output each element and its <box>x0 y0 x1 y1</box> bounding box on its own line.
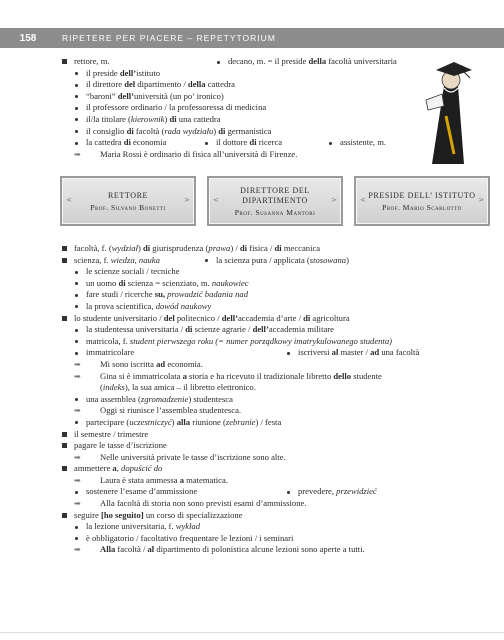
page-bottom-edge <box>0 632 504 633</box>
bullet-icon <box>75 352 78 355</box>
arrow-right-icon: ➡ <box>74 452 81 462</box>
list-item: lo studente universitario / del politecnico / dell’accademia d’arte / di agricoltura <box>62 313 492 325</box>
list-item: scienza, f. wiedza, nauka la scienza pura / applicata (stosowana) <box>62 255 492 267</box>
list-item: ammettere a, dopuścić do <box>62 463 492 475</box>
square-bullet-icon <box>62 258 67 263</box>
arrow-right-icon: ➡ <box>74 359 81 369</box>
content-bottom <box>62 243 492 556</box>
list-item: fare studi / ricerche su, prowadzić badania nad <box>62 289 492 301</box>
bullet-icon <box>217 61 220 64</box>
bullet-icon <box>75 107 78 110</box>
title-box-rettore: < RETTORE Prof. Silvano Bonetti > <box>60 176 196 226</box>
arrow-right-icon: ➡ <box>74 371 81 381</box>
list-item: è obbligatorio / facoltativo frequentare le lezioni / i seminari <box>62 533 492 545</box>
bullet-icon <box>205 259 208 262</box>
list-item: il direttore del dipartimento / della cattedra <box>62 79 492 91</box>
list-item: la cattedra di economia il dottore di ricerca assistente, m. <box>62 137 492 149</box>
bullet-icon <box>75 142 78 145</box>
list-item: il professore ordinario / la professoressa di medicina <box>62 102 492 114</box>
list-item: immatricolare iscriversi al master / ad una facoltà <box>62 347 492 359</box>
square-bullet-icon <box>62 246 67 251</box>
list-item: sostenere l’esame d’ammissione prevedere, przewidzieć <box>62 486 492 498</box>
bullet-icon <box>329 142 332 145</box>
arrow-right-icon: ➡ <box>74 406 81 416</box>
example-line: ➡ Laura è stata ammessa a matematica. <box>74 474 228 485</box>
list-item: un uomo di scienza = scienziato, m. naukowiec <box>62 278 492 290</box>
list-item: la lezione universitaria, f. wykład <box>62 521 492 533</box>
example-line: ➡ Maria Rossi è ordinario di fisica all’università di Firenze. <box>74 148 298 159</box>
list-item: pagare le tasse d’iscrizione <box>62 440 492 452</box>
square-bullet-icon <box>62 466 67 471</box>
bullet-icon <box>287 352 290 355</box>
arrow-right-icon: ➡ <box>74 475 81 485</box>
title-box-preside: < PRESIDE DELL’ ISTITUTO Prof. Mario Scarlotto > <box>354 176 490 226</box>
list-item: il semestre / trimestre <box>62 429 492 441</box>
bullet-icon <box>75 84 78 87</box>
list-item: facoltà, f. (wydział) di giurisprudenza (prawa) / di fisica / di meccanica <box>62 243 492 255</box>
example-line: ➡ Nelle università private le tasse d’iscrizione sono alte. <box>74 451 286 462</box>
example-line: ➡ Mi sono iscritta ad economia. <box>74 358 203 369</box>
list-item: le scienze sociali / tecniche <box>62 266 492 278</box>
list-item: matricola, f. student pierwszego roku (= numer porządkowy imatrykulowanego studenta) <box>62 336 492 348</box>
example-line-continued: (indeks), la sua amica – il libretto elettronico. <box>100 382 256 393</box>
running-title: RIPETERE PER PIACERE – REPETYTORIUM <box>62 33 276 43</box>
title-boxes <box>60 176 490 228</box>
page-header <box>0 28 504 48</box>
bullet-icon <box>287 491 290 494</box>
list-item: la studentessa universitaria / di scienze agrarie / dell’accademia militare <box>62 324 492 336</box>
square-bullet-icon <box>62 316 67 321</box>
bullet-icon <box>75 294 78 297</box>
list-item: una assemblea (zgromadzenie) studentesca <box>62 394 492 406</box>
example-line: ➡ Oggi si riunisce l’assemblea studentesca. <box>74 405 242 416</box>
square-bullet-icon <box>62 59 67 64</box>
example-line: ➡ Alla facoltà / al dipartimento di polonistica alcune lezioni sono aperte a tutti. <box>74 544 365 555</box>
square-bullet-icon <box>62 443 67 448</box>
bullet-icon <box>75 526 78 529</box>
example-line: ➡ Gina si è immatricolata a storia e ha ricevuto il tradizionale libretto dello studente <box>74 370 382 381</box>
list-item: il consiglio di facoltà (rada wydziału) di germanistica <box>62 126 492 138</box>
arrow-right-icon: ➡ <box>74 545 81 555</box>
square-bullet-icon <box>62 513 67 518</box>
list-item: “baroni” dell’università (un po’ ironico) <box>62 91 492 103</box>
list-item: il/la titolare (kierownik) di una cattedra <box>62 114 492 126</box>
bullet-icon <box>75 329 78 332</box>
title-box-direttore: < DIRETTORE DEL DIPARTIMENTO Prof. Susanna Mantori > <box>207 176 343 226</box>
list-item: seguire [ho seguito] un corso di specializzazione <box>62 510 492 522</box>
list-item: partecipare (uczestniczyć) alla riunione (zebranie) / festa <box>62 417 492 429</box>
list-item: il preside dell’istituto <box>62 68 492 80</box>
page-number: 158 <box>19 32 37 44</box>
arrow-right-icon: ➡ <box>74 149 81 159</box>
bullet-icon <box>205 142 208 145</box>
bullet-icon <box>75 271 78 274</box>
bullet-icon <box>75 491 78 494</box>
square-bullet-icon <box>62 432 67 437</box>
example-line: ➡ Alla facoltà di storia non sono previsti esami d’ammissione. <box>74 498 307 509</box>
list-item: la prova scientifica, dowód naukowy <box>62 301 492 313</box>
graduate-figure-illustration <box>414 56 478 166</box>
arrow-right-icon: ➡ <box>74 499 81 509</box>
list-item: rettore, m. decano, m. = il preside della facoltà universitaria <box>62 56 492 68</box>
